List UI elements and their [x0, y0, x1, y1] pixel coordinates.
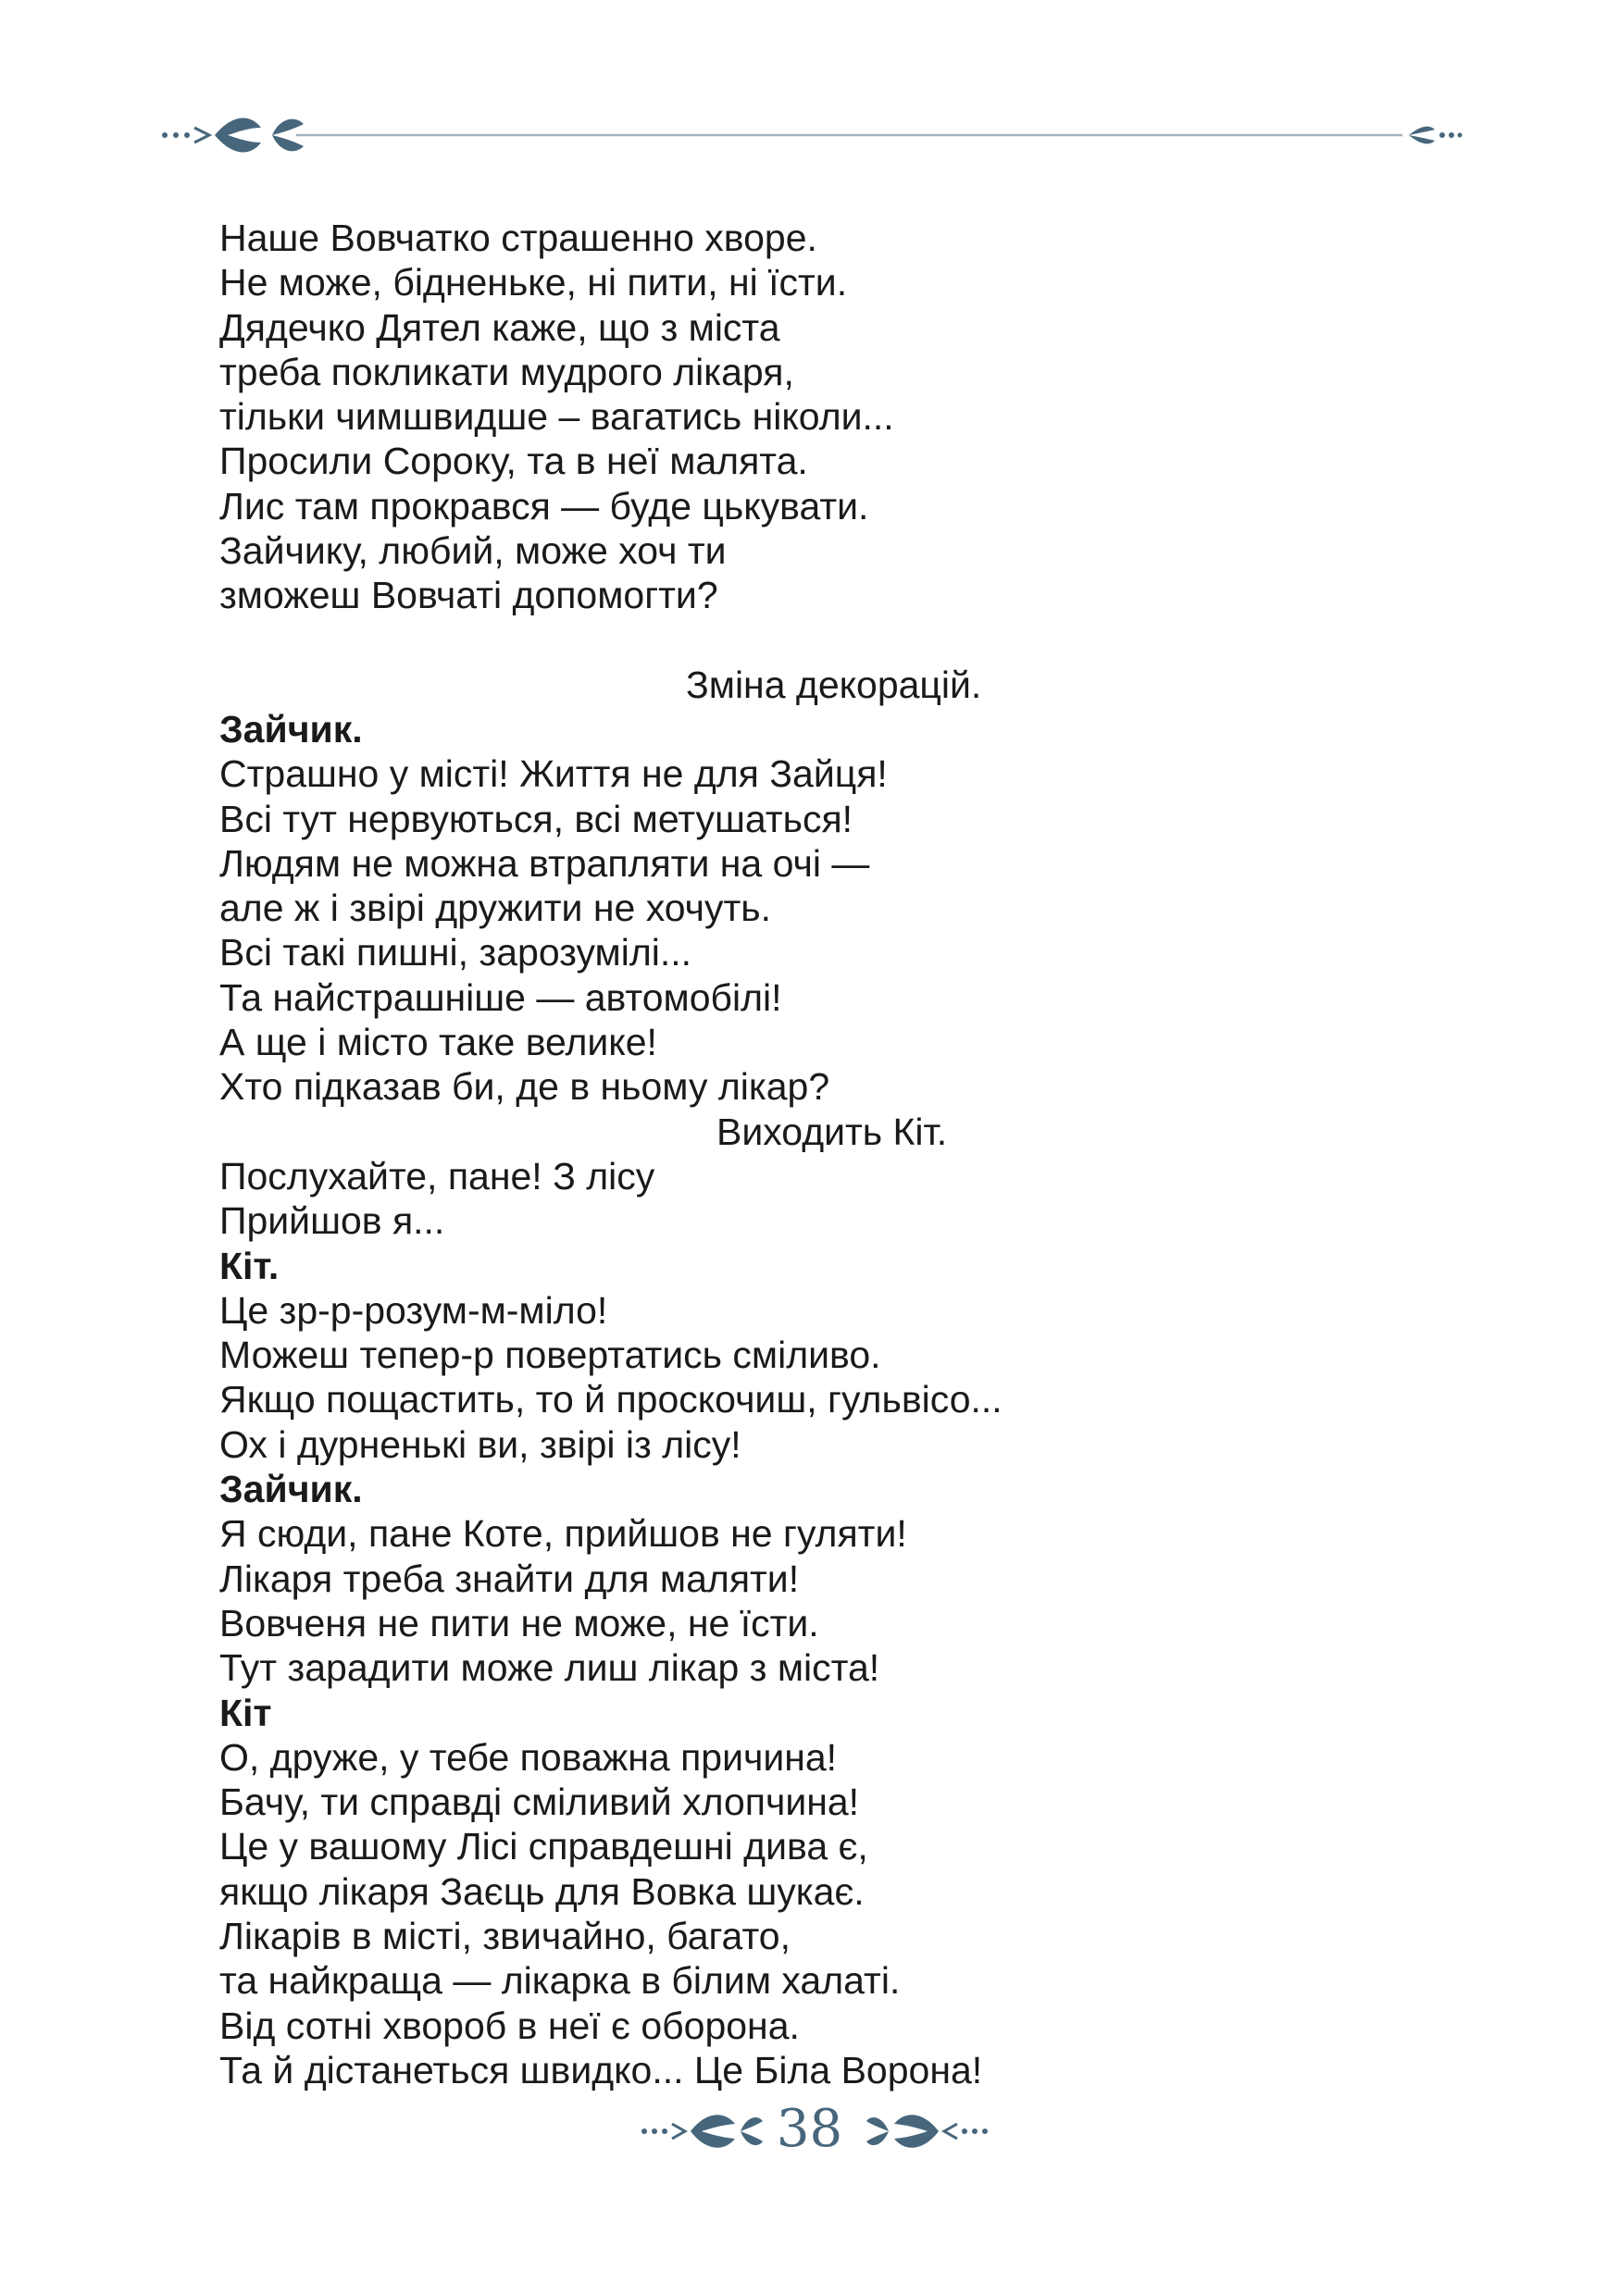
verse-line: О, друже, у тебе поважна причина! [219, 1735, 838, 1779]
verse-line: Всі такі пишні, зарозумілі... [219, 931, 692, 974]
verse-line: Лікаря треба знайти для маляти! [219, 1557, 800, 1600]
verse-line: Ох і дурненькі ви, звірі із лісу! [219, 1422, 741, 1466]
verse-line: треба покликати мудрого лікаря, [219, 350, 794, 393]
stage-direction: Зміна декорацій. [686, 663, 982, 706]
verse-line: Бачу, ти справді сміливий хлопчина! [219, 1781, 860, 1824]
verse-line: Зайчику, любий, може хоч ти [219, 529, 727, 573]
verse-line: Прийшов я... [219, 1199, 445, 1243]
verse-line: Це зр-р-розум-м-міло! [219, 1288, 608, 1332]
verse-line: але ж і звірі дружити не хочуть. [219, 887, 772, 930]
verse-line: Лікарів в місті, звичайно, багато, [219, 1914, 791, 1957]
verse-line: Послухайте, пане! З лісу [219, 1154, 655, 1198]
verse-line: Вовченя не пити не може, не їсти. [219, 1601, 819, 1644]
stage-direction: Виходить Кіт. [716, 1110, 948, 1153]
script-text [219, 216, 1423, 2092]
verse-line: А ще і місто таке велике! [219, 1021, 657, 1064]
verse-line: Та й дістанеться швидко... Це Біла Ворона! [219, 2048, 983, 2091]
page-number: 38 [776, 2099, 843, 2159]
verse-line: Якщо пощастить, то й проскочиш, гульвісо... [219, 1378, 1003, 1421]
speaker-name: Кіт [219, 1691, 272, 1734]
verse-line: Людям не можна втрапляти на очі — [219, 841, 870, 885]
speaker-name: Зайчик. [219, 707, 363, 751]
verse-line: Не може, бідненьке, ні пити, ні їсти. [219, 261, 848, 304]
speaker-name: Кіт. [219, 1244, 280, 1287]
verse-line: Від сотні хвороб в неї є оборона. [219, 2004, 800, 2047]
verse-line: Можеш тепер-р повертатись сміливо. [219, 1334, 881, 1377]
verse-line: Дядечко Дятел каже, що з міста [219, 305, 780, 349]
stanza-gap [219, 618, 1423, 663]
verse-line: та найкраща — лікарка в білим халаті. [219, 1959, 901, 2003]
verse-line: Лис там прокрався — буде цькувати. [219, 484, 869, 527]
verse-line: Я сюди, пане Коте, прийшов не гуляти! [219, 1512, 907, 1556]
verse-line: Та найстрашніше — автомобілі! [219, 975, 782, 1019]
verse-line: Наше Вовчатко страшенно хворе. [219, 217, 817, 259]
verse-line: Хто підказав би, де в ньому лікар? [219, 1065, 830, 1109]
top-ornament [157, 109, 1463, 161]
verse-line: зможеш Вовчаті допомогти? [219, 574, 718, 617]
verse-line: Це у вашому Лісі справдешні дива є, [219, 1825, 868, 1868]
verse-line: тільки чимшвидше – вагатись ніколи... [219, 395, 894, 439]
verse-line: Страшно у місті! Життя не для Зайця! [219, 752, 888, 796]
verse-line: Всі тут нервуються, всі метушаться! [219, 797, 853, 840]
speaker-name: Зайчик. [219, 1468, 363, 1511]
verse-line: Просили Сороку, та в неї малята. [219, 440, 808, 483]
verse-line: Тут зарадити може лиш лікар з міста! [219, 1646, 880, 1690]
verse-line: якщо лікаря Заєць для Вовка шукає. [219, 1869, 865, 1913]
